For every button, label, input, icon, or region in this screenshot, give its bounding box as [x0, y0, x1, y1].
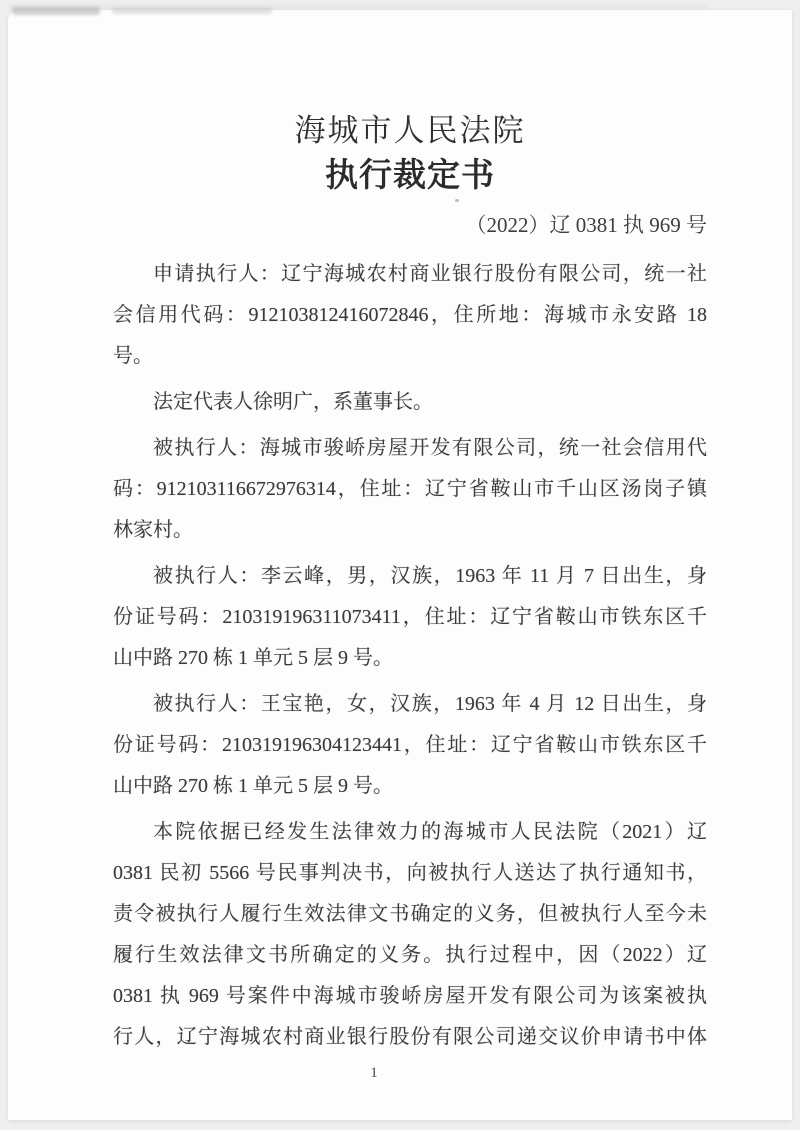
document-line: 0381 执 969 号案件中海城市骏峤房屋开发有限公司为该案被执	[113, 985, 707, 1007]
document-line: 被执行人：李云峰，男，汉族，1963 年 11 月 7 日出生，身	[153, 565, 707, 587]
scan-smudge	[8, 4, 708, 9]
paragraph	[113, 428, 707, 551]
document-title: 执行裁定书	[325, 158, 495, 194]
document-line: 份证号码：210319196304123441，住址：辽宁省鞍山市铁东区千	[113, 734, 707, 756]
document-line: 号。	[113, 345, 153, 367]
paragraphs	[113, 254, 707, 1058]
document-line: 本院依据已经发生法律效力的海城市人民法院（2021）辽	[153, 821, 707, 843]
document-line: 码：912103116672976314，住址：辽宁省鞍山市千山区汤岗子镇	[113, 478, 707, 500]
court-name: 海城市人民法院	[294, 113, 526, 148]
document-line: 责令被执行人履行生效法律文书确定的义务，但被执行人至今未	[113, 903, 707, 925]
document-line: 被执行人：海城市骏峤房屋开发有限公司，统一社会信用代	[153, 437, 707, 459]
document-line: 会信用代码：912103812416072846，住所地：海城市永安路 18	[113, 304, 707, 326]
scan-speck	[455, 199, 459, 202]
document-line: 山中路 270 栋 1 单元 5 层 9 号。	[113, 647, 393, 669]
document-line: 份证号码：210319196311073411，住址：辽宁省鞍山市铁东区千	[113, 606, 707, 628]
document-line: 山中路 270 栋 1 单元 5 层 9 号。	[113, 775, 393, 797]
document-line: 0381 民初 5566 号民事判决书，向被执行人送达了执行通知书，	[113, 862, 707, 884]
document-line: 被执行人：王宝艳，女，汉族，1963 年 4 月 12 日出生，身	[153, 693, 707, 715]
document-content	[8, 10, 792, 1083]
document-line: 行人，辽宁海城农村商业银行股份有限公司递交议价申请书中体	[113, 1026, 707, 1048]
document-line: 履行生效法律文书所确定的义务。执行过程中，因（2022）辽	[113, 944, 707, 966]
paragraph	[113, 254, 707, 377]
paragraph	[113, 812, 707, 1058]
document-page	[8, 10, 792, 1120]
document-line: 法定代表人徐明广，系董事长。	[153, 391, 433, 413]
paragraph	[113, 382, 707, 423]
document-line: 申请执行人：辽宁海城农村商业银行股份有限公司，统一社	[153, 263, 707, 285]
case-number: （2022）辽 0381 执 969 号	[465, 213, 707, 237]
paragraph	[113, 684, 707, 807]
document-line: 林家村。	[113, 519, 193, 541]
paragraph	[113, 556, 707, 679]
page-number: 1	[370, 1065, 378, 1081]
